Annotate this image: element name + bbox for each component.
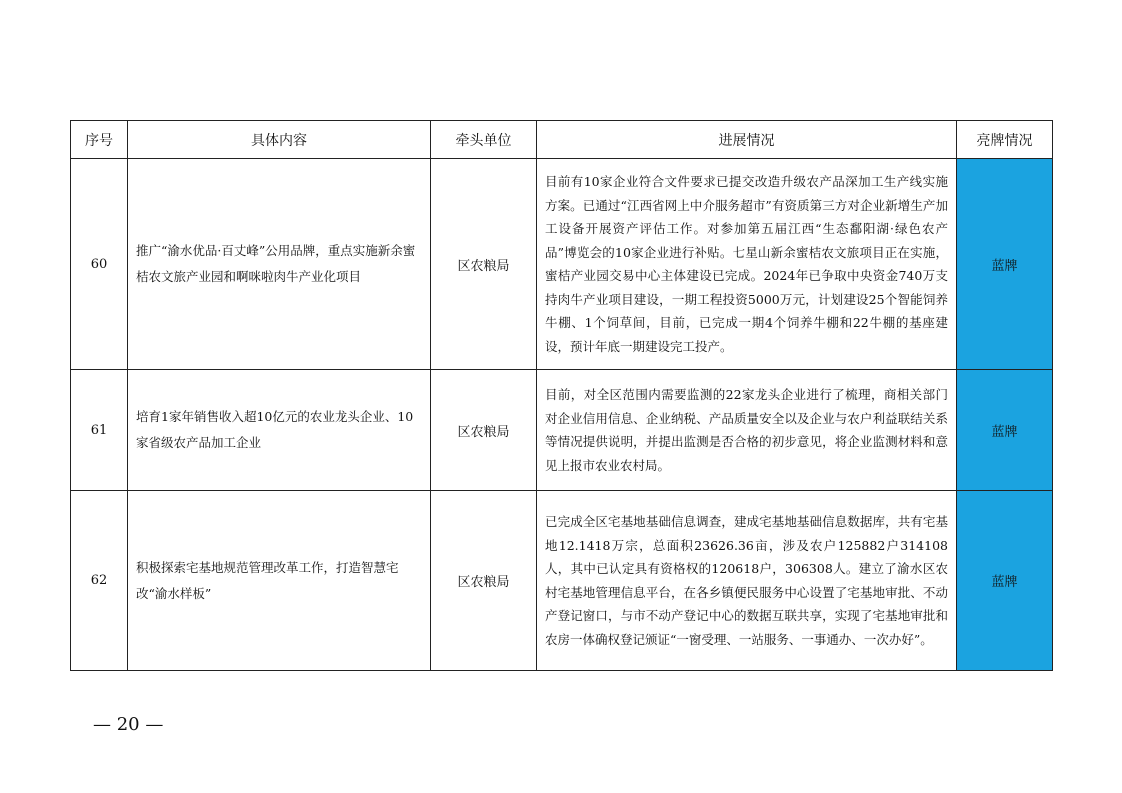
row-content: 培育1家年销售收入超10亿元的农业龙头企业、10家省级农产品加工企业	[128, 370, 431, 491]
header-content: 具体内容	[128, 121, 431, 159]
row-num: 62	[71, 491, 128, 671]
row-unit: 区农粮局	[431, 159, 537, 370]
page-number: — 20 —	[93, 714, 164, 735]
progress-table	[70, 120, 1053, 671]
row-unit: 区农粮局	[431, 491, 537, 671]
header-unit: 牵头单位	[431, 121, 537, 159]
header-num: 序号	[71, 121, 128, 159]
row-unit: 区农粮局	[431, 370, 537, 491]
row-content: 推广“渝水优品·百丈峰”公用品牌，重点实施新余蜜桔农文旅产业园和啊咪啦肉牛产业化项目	[128, 159, 431, 370]
row-progress: 目前，对全区范围内需要监测的22家龙头企业进行了梳理，商相关部门对企业信用信息、企业纳税、产品质量安全以及企业与农户利益联结关系等情况提供说明，并提出监测是否合格的初步意见，将企业监测材料和意见上报市农业农村局。	[537, 370, 957, 491]
row-content: 积极探索宅基地规范管理改革工作，打造智慧宅改“渝水样板”	[128, 491, 431, 671]
row-num: 60	[71, 159, 128, 370]
header-status: 亮牌情况	[957, 121, 1053, 159]
header-progress: 进展情况	[537, 121, 957, 159]
table-row	[71, 491, 1053, 671]
row-num: 61	[71, 370, 128, 491]
row-status-badge: 蓝牌	[957, 491, 1053, 671]
row-status-badge: 蓝牌	[957, 370, 1053, 491]
row-progress: 目前有10家企业符合文件要求已提交改造升级农产品深加工生产线实施方案。已通过“江西省网上中介服务超市”有资质第三方对企业新增生产加工设备开展资产评估工作。对参加第五届江西“生态鄱阳湖·绿色农产品”博览会的10家企业进行补贴。七星山新余蜜桔农文旅项目正在实施，蜜桔产业园交易中心主体建设已完成。2024年已争取中央资金740万支持肉牛产业项目建设，一期工程投资5000万元，计划建设25个智能饲养牛棚、1个饲草间，目前，已完成一期4个饲养牛棚和22牛棚的基座建设，预计年底一期建设完工投产。	[537, 159, 957, 370]
table-header-row	[71, 121, 1053, 159]
table-row	[71, 370, 1053, 491]
table-row	[71, 159, 1053, 370]
row-status-badge: 蓝牌	[957, 159, 1053, 370]
row-progress: 已完成全区宅基地基础信息调查，建成宅基地基础信息数据库，共有宅基地12.1418万宗，总面积23626.36亩，涉及农户125882户314108人，其中已认定具有资格权的120618户，306308人。建立了渝水区农村宅基地管理信息平台，在各乡镇便民服务中心设置了宅基地审批、不动产登记窗口，与市不动产登记中心的数据互联共享，实现了宅基地审批和农房一体确权登记颁证“一窗受理、一站服务、一事通办、一次办好”。	[537, 491, 957, 671]
